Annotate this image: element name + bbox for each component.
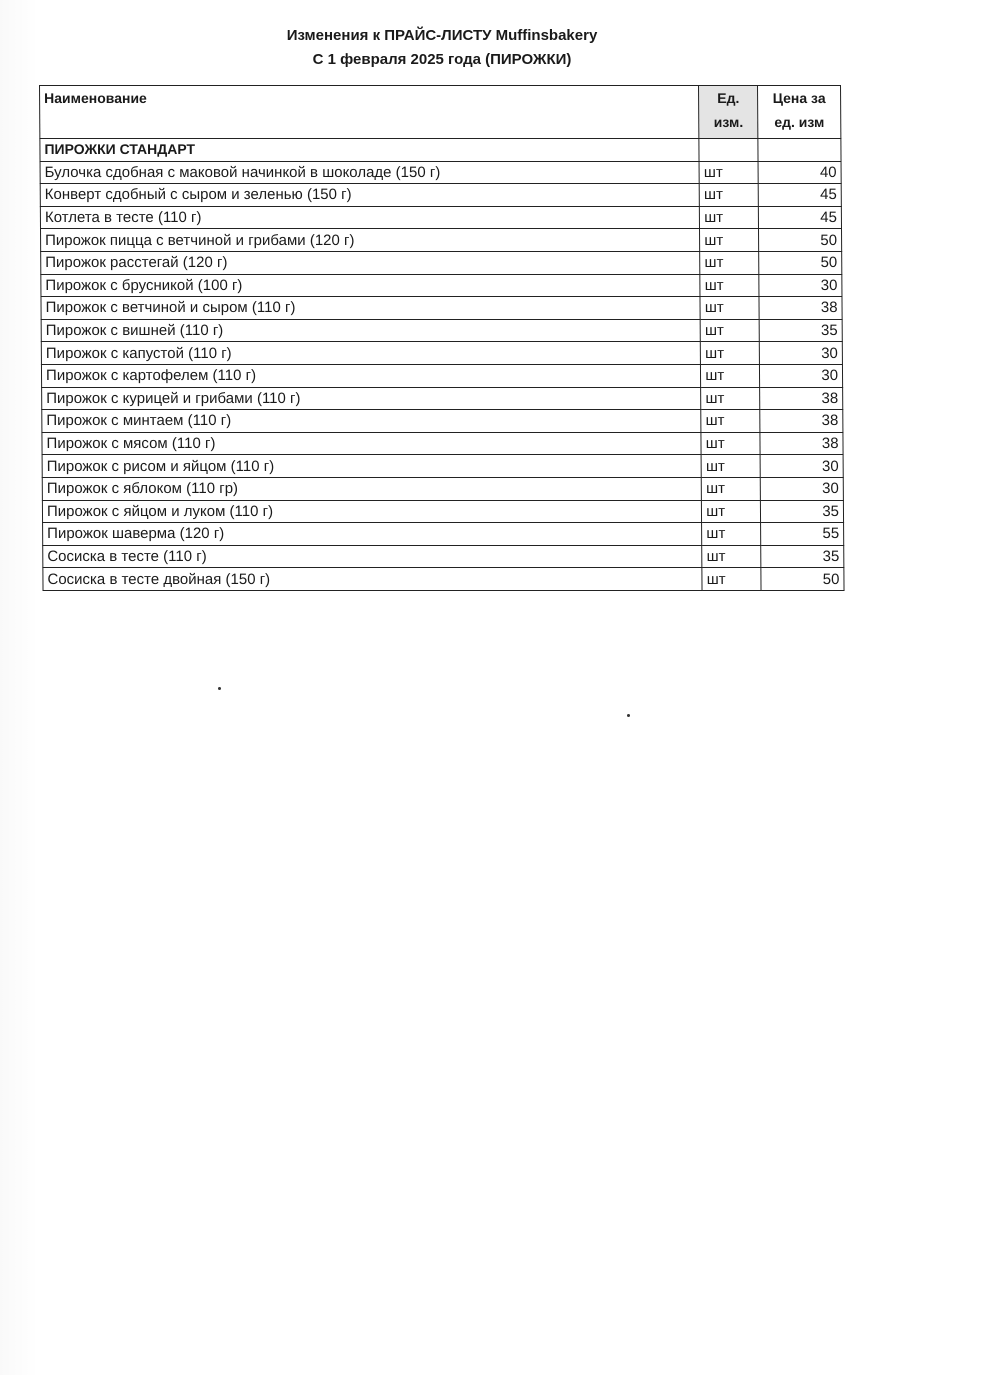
document-subtitle: С 1 февраля 2025 года (ПИРОЖКИ) [312,51,572,68]
table-row [41,297,842,320]
product-unit: шт [699,184,758,207]
product-price: 40 [758,161,841,184]
section-empty-cell [758,139,841,162]
column-header-price-line2: ед. изм [774,114,825,130]
product-unit: шт [700,251,759,274]
product-unit: шт [700,229,759,252]
table-row [43,523,844,546]
column-header-price-line1: Цена за [772,90,826,106]
product-name: Пирожок с ветчиной и сыром (110 г) [41,297,700,320]
product-price: 50 [761,568,844,591]
product-unit: шт [702,568,761,591]
product-name: Пирожок с картофелем (110 г) [41,364,700,387]
product-price: 38 [760,410,843,433]
product-price: 30 [760,364,843,387]
table-row [43,568,844,591]
product-name: Пирожок с мясом (110 г) [42,432,701,455]
product-name: Сосиска в тесте двойная (150 г) [43,568,702,591]
product-unit: шт [701,455,760,478]
product-price: 30 [759,342,842,365]
table-row [43,545,844,568]
column-header-unit-line2: изм. [713,114,744,130]
product-name: Пирожок расстегай (120 г) [41,251,700,274]
product-unit: шт [700,274,759,297]
product-name: Булочка сдобная с маковой начинкой в шоколаде (150 г) [40,161,699,184]
product-name: Пирожок с курицей и грибами (110 г) [42,387,701,410]
product-name: Пирожок с минтаем (110 г) [42,410,701,433]
column-header-unit-line1: Ед. [717,90,740,106]
product-unit: шт [702,545,761,568]
table-row [42,410,843,433]
product-unit: шт [701,387,760,410]
product-unit: шт [700,319,759,342]
product-unit: шт [701,342,760,365]
product-price: 35 [759,319,842,342]
product-name: Пирожок с брусникой (100 г) [41,274,700,297]
table-row [41,251,842,274]
product-unit: шт [701,410,760,433]
table-row [41,364,842,387]
product-unit: шт [701,432,760,455]
product-price: 38 [759,297,842,320]
product-price: 35 [761,545,844,568]
product-name: Конверт сдобный с сыром и зеленью (150 г) [40,184,699,207]
product-unit: шт [700,297,759,320]
product-name: Пирожок с капустой (110 г) [41,342,700,365]
document-title: Изменения к ПРАЙС-ЛИСТУ Muffinsbakery [286,27,598,44]
scan-speck [218,687,221,690]
table-row [42,500,843,523]
product-unit: шт [701,364,760,387]
product-unit: шт [700,206,759,229]
product-name: Пирожок с яблоком (110 гр) [42,477,701,500]
section-empty-cell [699,139,758,162]
product-price: 45 [758,206,841,229]
table-row [40,184,841,207]
product-price: 30 [760,455,843,478]
product-price: 30 [760,477,843,500]
product-name: Пирожок с вишней (110 г) [41,319,700,342]
product-name: Пирожок шаверма (120 г) [43,523,702,546]
product-price: 30 [759,274,842,297]
product-price: 55 [761,523,844,546]
scan-edge-shadow [0,0,38,1375]
product-price: 35 [761,500,844,523]
product-price: 38 [760,387,843,410]
table-row [42,387,843,410]
product-unit: шт [699,161,758,184]
product-name: Пирожок с рисом и яйцом (110 г) [42,455,701,478]
column-header-name: Наименование [40,86,700,139]
table-row [42,432,843,455]
table-row [41,229,842,252]
product-price: 50 [759,251,842,274]
table-row [40,161,841,184]
product-name: Пирожок с яйцом и луком (110 г) [42,500,701,523]
product-name: Котлета в тесте (110 г) [40,206,699,229]
column-header-price [758,86,841,139]
product-name: Сосиска в тесте (110 г) [43,545,702,568]
table-row [41,274,842,297]
product-price: 38 [760,432,843,455]
product-unit: шт [702,477,761,500]
table-row [40,206,841,229]
section-row [40,139,841,162]
column-header-unit [699,86,758,139]
product-price: 45 [758,184,841,207]
scan-speck [627,714,630,717]
section-title: ПИРОЖКИ СТАНДАРТ [40,139,699,162]
product-unit: шт [702,500,761,523]
price-table [39,85,845,591]
product-name: Пирожок пицца с ветчиной и грибами (120 г) [41,229,700,252]
table-row [41,319,842,342]
table-row [41,342,842,365]
table-row [42,455,843,478]
product-price: 50 [759,229,842,252]
table-row [42,477,843,500]
product-unit: шт [702,523,761,546]
table-header-row [40,86,841,139]
